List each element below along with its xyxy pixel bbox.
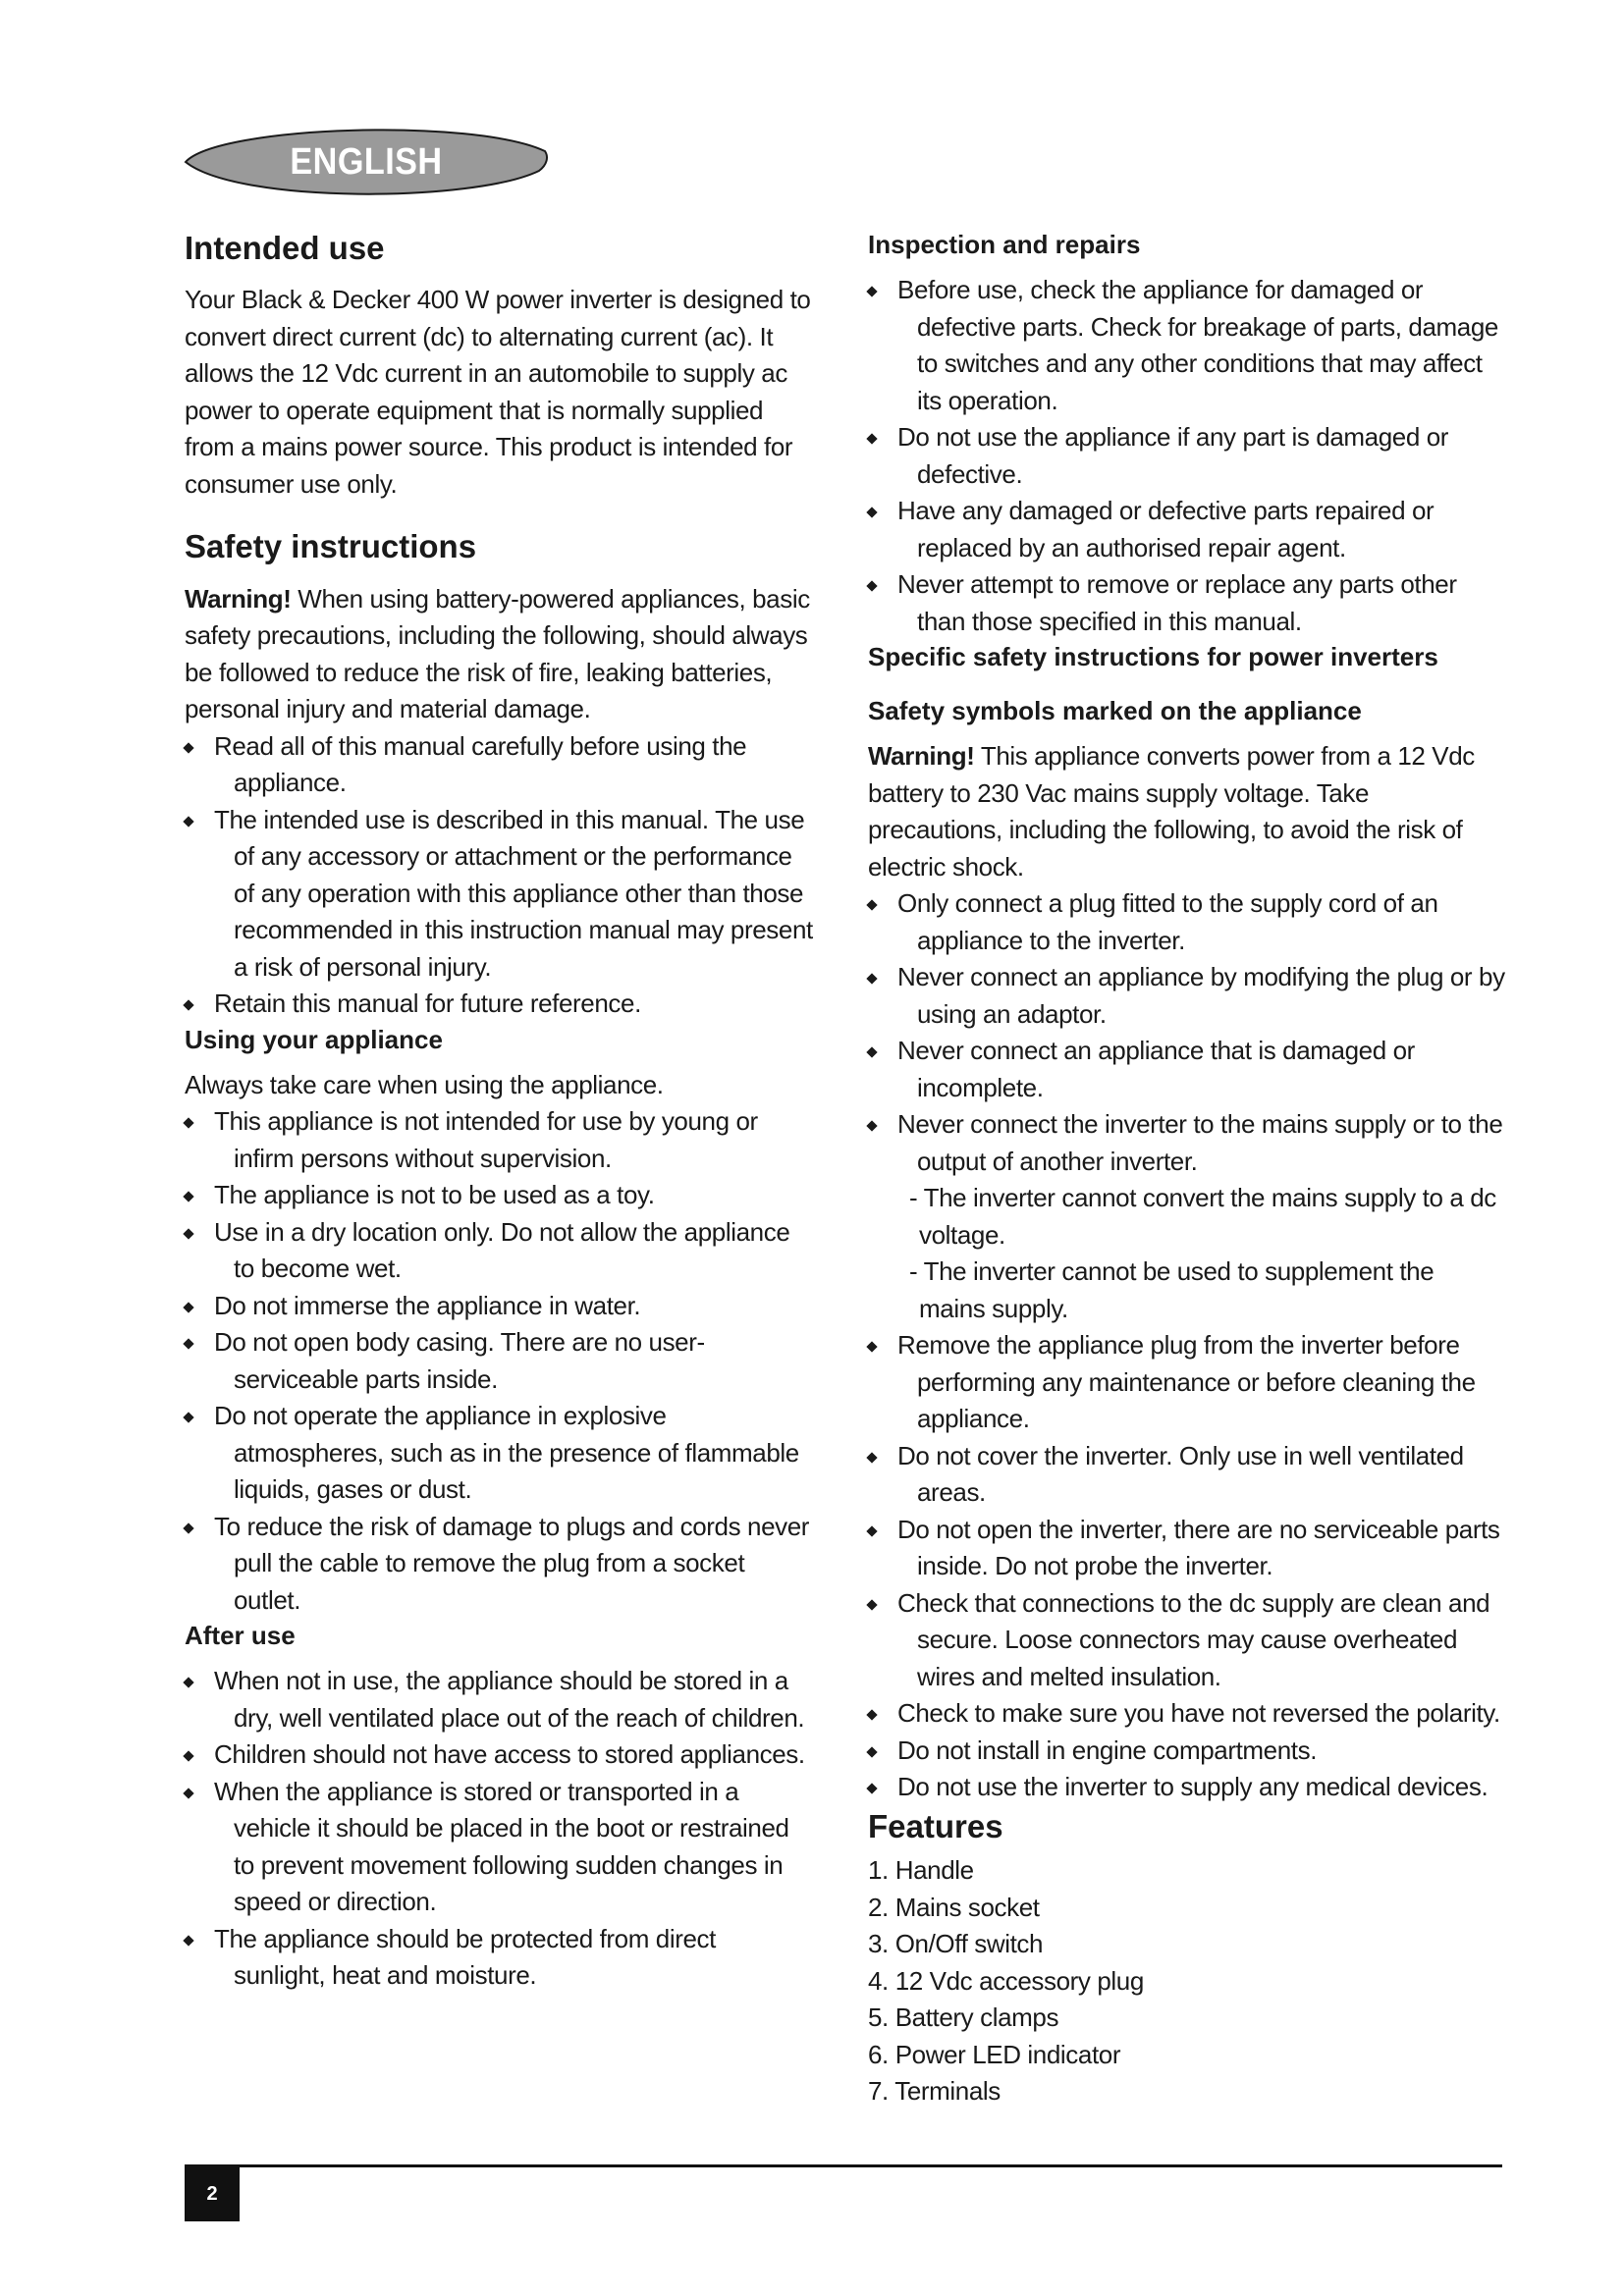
bullet-diamond-icon	[866, 507, 877, 517]
bullet-diamond-icon	[183, 1935, 193, 1946]
feature-item: 2. Mains socket	[868, 1892, 1040, 1922]
list-item: Remove the appliance plug from the inverter before performing any maintenance or before cleaning the appliance.	[868, 1327, 1506, 1438]
list-item: Do not open body casing. There are no user-serviceable parts inside.	[185, 1324, 813, 1398]
list-item: When not in use, the appliance should be stored in a dry, well ventilated place out of the reach of children.	[185, 1663, 813, 1736]
bullet-diamond-icon	[866, 580, 877, 591]
symbols-list-a	[868, 885, 1506, 1180]
right-column	[868, 228, 1506, 2110]
symbols-warning	[868, 738, 1506, 885]
feature-item: 4. 12 Vdc accessory plug	[868, 1965, 1144, 1996]
bullet-diamond-icon	[183, 1191, 193, 1201]
list-item: The appliance should be protected from direct sunlight, heat and moisture.	[185, 1921, 813, 1995]
bullet-diamond-icon	[183, 742, 193, 753]
feature-item: 6. Power LED indicator	[868, 2039, 1121, 2069]
bullet-diamond-icon	[866, 1342, 877, 1353]
list-item: Never connect an appliance that is damaged or incomplete.	[868, 1033, 1506, 1106]
bullet-diamond-icon	[866, 1599, 877, 1610]
safety-warning	[185, 581, 813, 728]
specific-heading: Specific safety instructions for power inverters	[868, 642, 1438, 672]
bullet-diamond-icon	[183, 1338, 193, 1349]
after-use-heading: After use	[185, 1621, 296, 1651]
inspection-list	[868, 272, 1506, 640]
list-item: The intended use is described in this manual. The use of any accessory or attachment or the performance of any operation with this appliance other than those recommended in this instruction manual may present a risk of personal injury.	[185, 802, 813, 987]
bullet-diamond-icon	[866, 1121, 877, 1132]
list-item: Retain this manual for future reference.	[185, 986, 813, 1023]
using-section	[185, 1023, 813, 1620]
intended-use-heading: Intended use	[185, 230, 385, 266]
after-use-list	[185, 1663, 813, 1995]
list-item: Do not open the inverter, there are no serviceable parts inside. Do not probe the inverter.	[868, 1512, 1506, 1585]
warning-label: Warning!	[185, 583, 292, 614]
bullet-diamond-icon	[183, 1751, 193, 1762]
list-item: Do not use the inverter to supply any medical devices.	[868, 1769, 1506, 1806]
warning-label: Warning!	[868, 741, 975, 772]
bullet-diamond-icon	[866, 1525, 877, 1536]
list-item: Children should not have access to stored appliances.	[185, 1736, 813, 1774]
specific-section	[868, 640, 1506, 674]
list-item: Before use, check the appliance for damaged or defective parts. Check for breakage of parts, damage to switches and any other conditions that may affect its operation.	[868, 272, 1506, 419]
list-item: Never connect the inverter to the mains supply or to the output of another inverter.	[868, 1106, 1506, 1180]
list-item: Do not cover the inverter. Only use in well ventilated areas.	[868, 1438, 1506, 1512]
list-item: Check to make sure you have not reversed the polarity.	[868, 1695, 1506, 1733]
bullet-diamond-icon	[183, 1228, 193, 1239]
bullet-diamond-icon	[183, 999, 193, 1010]
list-item: Never attempt to remove or replace any parts other than those specified in this manual.	[868, 566, 1506, 640]
list-item: The appliance is not to be used as a toy.	[185, 1177, 813, 1214]
features-heading: Features	[868, 1807, 1003, 1844]
safety-list	[185, 728, 813, 1023]
sub-item: - The inverter cannot be used to supplement the mains supply.	[909, 1256, 1435, 1323]
bullet-diamond-icon	[183, 1117, 193, 1128]
bullet-diamond-icon	[866, 1784, 877, 1794]
list-item: Have any damaged or defective parts repaired or replaced by an authorised repair agent.	[868, 493, 1506, 566]
bullet-diamond-icon	[183, 1302, 193, 1312]
inspection-heading: Inspection and repairs	[868, 230, 1141, 259]
language-label: ENGLISH	[290, 140, 443, 183]
list-item: When the appliance is stored or transported in a vehicle it should be placed in the boot or restrained to prevent movement following sudden changes in speed or direction.	[185, 1774, 813, 1921]
list-item: Read all of this manual carefully before using the appliance.	[185, 728, 813, 802]
feature-item: 5. Battery clamps	[868, 2002, 1059, 2033]
list-item: Do not operate the appliance in explosive atmospheres, such as in the presence of flammable liquids, gases or dust.	[185, 1398, 813, 1509]
bullet-diamond-icon	[183, 1678, 193, 1688]
bullet-diamond-icon	[866, 433, 877, 444]
list-item: Do not immerse the appliance in water.	[185, 1288, 813, 1325]
bullet-diamond-icon	[866, 1746, 877, 1757]
symbols-heading: Safety symbols marked on the appliance	[868, 696, 1362, 726]
warning-text: When using battery-powered appliances, basic safety precautions, including the following, should always be followed to reduce the risk of fire, leaking batteries, personal injury and material damage.	[185, 583, 810, 723]
list-item: Do not use the appliance if any part is damaged or defective.	[868, 419, 1506, 493]
symbols-section	[868, 694, 1506, 1806]
features-list	[868, 1852, 1506, 2110]
bullet-diamond-icon	[866, 974, 877, 985]
page-number: 2	[185, 2167, 240, 2221]
left-column	[185, 228, 813, 1995]
sub-item: - The inverter cannot convert the mains supply to a dc voltage.	[909, 1183, 1496, 1250]
safety-section	[185, 526, 813, 1022]
bullet-diamond-icon	[183, 816, 193, 827]
features-section	[868, 1806, 1506, 2110]
bullet-diamond-icon	[866, 1710, 877, 1721]
using-heading: Using your appliance	[185, 1024, 443, 1054]
list-item: Use in a dry location only. Do not allow the appliance to become wet.	[185, 1214, 813, 1288]
inspection-section	[868, 228, 1506, 640]
feature-item: 3. On/Off switch	[868, 1929, 1044, 1959]
bullet-diamond-icon	[866, 1047, 877, 1058]
bullet-diamond-icon	[183, 1522, 193, 1533]
language-tab	[180, 122, 553, 202]
using-intro: Always take care when using the appliance.	[185, 1069, 664, 1099]
bullet-diamond-icon	[183, 1788, 193, 1798]
using-list	[185, 1103, 813, 1619]
list-item: Check that connections to the dc supply are clean and secure. Loose connectors may cause overheated wires and melted insulation.	[868, 1585, 1506, 1696]
list-item: Only connect a plug fitted to the supply cord of an appliance to the inverter.	[868, 885, 1506, 959]
feature-item: 1. Handle	[868, 1855, 974, 1886]
symbols-list-b	[868, 1327, 1506, 1806]
list-item: This appliance is not intended for use by young or infirm persons without supervision.	[185, 1103, 813, 1177]
list-item: Never connect an appliance by modifying the plug or by using an adaptor.	[868, 959, 1506, 1033]
bullet-diamond-icon	[866, 900, 877, 911]
list-item: Do not install in engine compartments.	[868, 1733, 1506, 1770]
intended-use-section	[185, 228, 813, 503]
after-use-section	[185, 1619, 813, 1995]
safety-heading: Safety instructions	[185, 528, 477, 565]
footer-rule	[185, 2164, 1502, 2167]
list-item: To reduce the risk of damage to plugs and cords never pull the cable to remove the plug from a socket outlet.	[185, 1509, 813, 1620]
intended-use-text: Your Black & Decker 400 W power inverter is designed to convert direct current (dc) to alternating current (ac). It allows the 12 Vdc current in an automobile to supply ac power to operate equipment that is normally supplied from a mains power source. This product is intended for consumer use only.	[185, 285, 811, 499]
bullet-diamond-icon	[866, 1452, 877, 1463]
feature-item: 7. Terminals	[868, 2076, 1001, 2107]
bullet-diamond-icon	[183, 1412, 193, 1422]
bullet-diamond-icon	[866, 286, 877, 296]
warning-text: This appliance converts power from a 12 Vdc battery to 230 Vac mains supply voltage. Take precautions, including the following, to avoid the risk of electric shock.	[868, 741, 1475, 881]
